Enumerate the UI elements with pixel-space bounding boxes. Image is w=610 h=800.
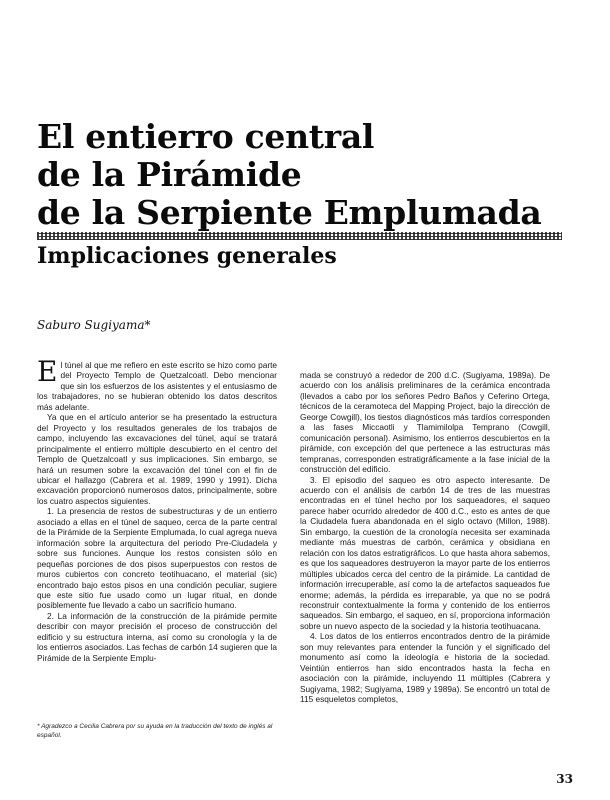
paragraph: mada se construyó a rededor de 200 d.C. (Sugiyama, 1989a). De acuerdo con los análisis preliminares de la cerámica encontrada (llevados a cabo por los señores Pedro Baños y Ceferino Ortega, técnicos de la ceramoteca del Mapping Project, bajo la dirección de George Cowgill), los tiestos diagnósticos más tardíos corresponden a las fases Miccaotli y Tlamimilolpa Temprano (Cowgill, comunicación personal). Asimismo, los entierros descubiertos en la pirámide, con excepción del que pertenece a las estructuras más tempranas, corresponden estratigráficamente a la fase inicial de la construcción del edificio.: [300, 370, 550, 475]
paragraph: 3. El episodio del saqueo es otro aspecto interesante. De acuerdo con el análisis de carbón 14 de tres de las muestras encontradas en el túnel hecho por los saqueadores, el saqueo parece haber ocurrido alrededor de 400 d.C., esto es antes de que la Ciudadela fuera abandonada en el siglo octavo (Millon, 1988). Sin embargo, la cuestión de la cronología necesita ser examinada mediante más muestras de carbón, cerámica y obsidiana en relación con los datos estratigráficos. Lo que hasta ahora sabemos, es que los saqueadores destruyeron la mayor parte de los entierros múltiples ubicados cerca del centro de la pirámide. La cantidad de información irrecuperable, así como la de artefactos saqueados fue enorme; además, la pérdida es irreparable, ya que no se podrá reconstruir contextualmente la forma y contenido de los entierros saqueados. Sin embargo, el saqueo, en sí, proporciona información sobre un nuevo aspecto de la sociedad y la historia teotihuacana.: [300, 474, 550, 631]
page-number: 33: [556, 772, 573, 786]
paragraph: 4. Los datos de los entierros encontrados dentro de la pirámide son muy relevantes para entender la función y el significado del monumento así como la ideología e historia de la sociedad. Veintiún entierros han sido encontrados hasta la fecha en asociación con la pirámide, incluyendo 11 múltiples (Cabrera y Sugiyama, 1982; Sugiyama, 1989 y 1989a). Se encontró un total de 115 esqueletos completos,: [300, 631, 550, 705]
footnote: * Agradezco a Cecilia Cabrera por su ayuda en la traducción del texto de inglés al español.: [37, 723, 273, 739]
title-line: El entierro central: [37, 117, 375, 156]
author-name: Saburo Sugiyama*: [37, 318, 151, 332]
decorative-divider: [37, 232, 562, 240]
title-line: de la Pirámide: [37, 155, 302, 194]
paragraph: 2. La información de la construcción de la pirámide permite describir con mayor precisión el proceso de construcción del edificio y su estructura interna, así como su cronología y la de los entierros asociados. Las fechas de carbón 14 sugieren que la Pirámide de la Serpiente Emplu-: [37, 610, 277, 663]
paragraph: 1. La presencia de restos de subestructuras y de un entierro asociado a ellas en el túnel de saqueo, cerca de la parte central de la Pirámide de la Serpiente Emplumada, lo cual agrega nueva información sobre la arquitectura del periodo Pre-Ciudadela y sobre sus funciones. Aunque los restos consisten sólo en pequeñas porciones de dos pisos superpuestos con restos de muros cubiertos con concreto teotihuacano, el material (sic) encontrado bajo estos pisos en una condición peculiar, sugiere que este sitio fue usado como un lugar ritual, en donde posiblemente fue llevado a cabo un sacrificio humano.: [37, 506, 277, 611]
article-title: [37, 117, 542, 232]
text-column-right: [300, 370, 550, 705]
paragraph-text: l túnel al que me refiero en este escrito se hizo como parte del Proyecto Templo de Quetzalcoatl. Debo mencionar que sin los esfuerzos de los asistentes y el entusiasmo de los trabajadores, no se hubieran obtenido los datos descritos más adelante.: [37, 360, 277, 412]
text-column-left: [37, 355, 277, 663]
paragraph: [37, 355, 277, 412]
title-line: de la Serpiente Emplumada: [37, 193, 542, 232]
paragraph: Ya que en el artículo anterior se ha presentado la estructura del Proyecto y los resultados generales de los trabajos de campo, incluyendo las excavaciones del túnel, aquí se tratará principalmente el entierro múltiple descubierto en el centro del Templo de Quetzalcoatl y sus implicaciones. Sin embargo, se hará un resumen sobre la excavación del túnel con el fin de ubicar el hallazgo (Cabrera et al. 1989, 1990 y 1991). Dicha excavación proporcionó numerosos datos, principalmente, sobre los cuatro aspectos siguientes.: [37, 412, 277, 506]
article-subtitle: Implicaciones generales: [37, 243, 337, 269]
drop-cap: E: [37, 355, 58, 388]
